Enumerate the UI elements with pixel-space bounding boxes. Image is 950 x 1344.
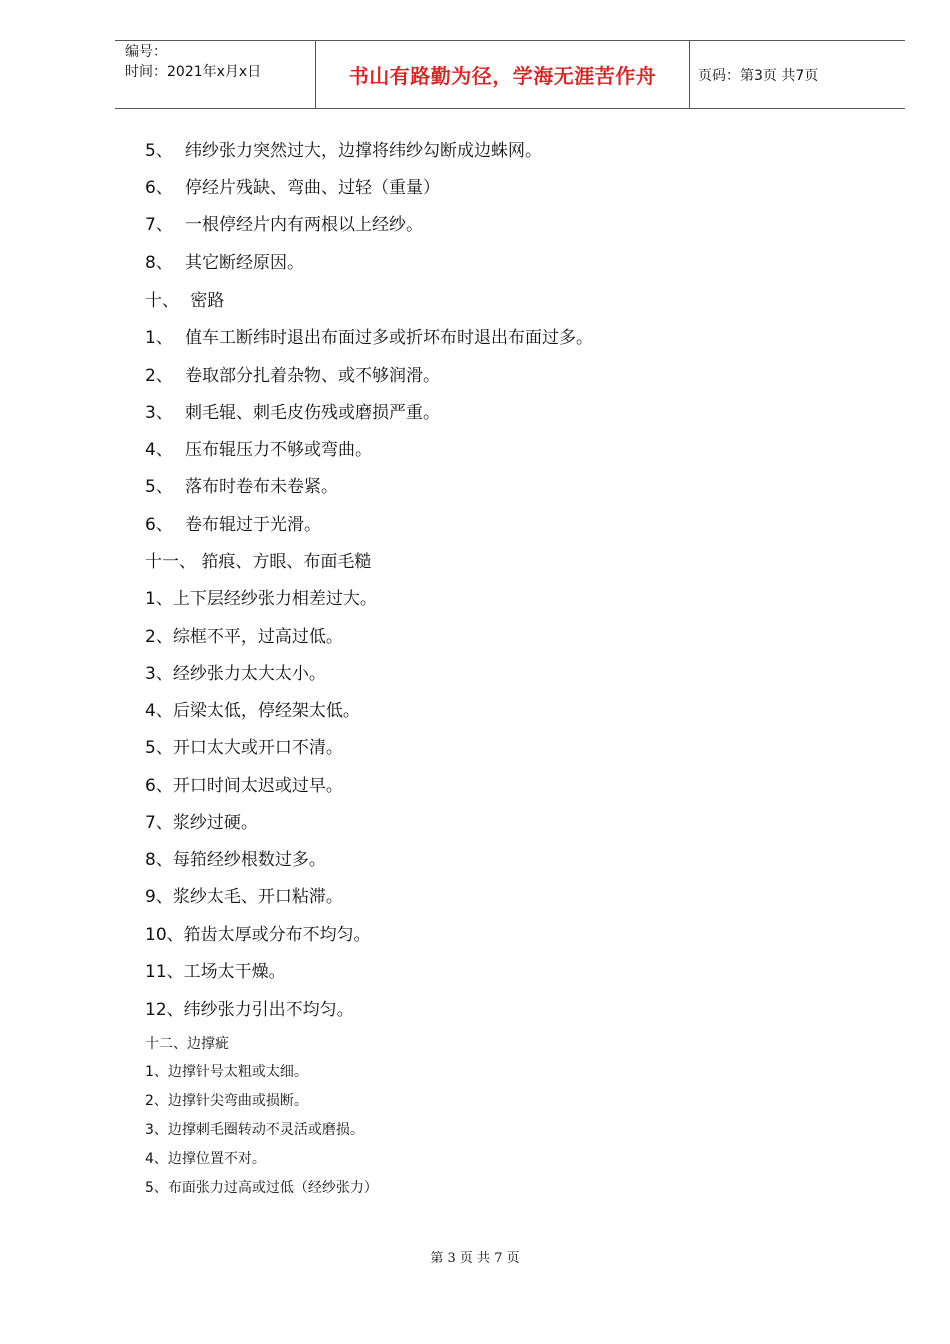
list-item [145,398,440,423]
item-number: 3、 [145,403,173,423]
list-item: 9、浆纱太毛、开口粘滞。 [145,887,343,907]
header-left-cell [115,41,316,108]
list-item: 6、开口时间太迟或过早。 [145,776,343,796]
list-item: 12、纬纱张力引出不均匀。 [145,1000,354,1020]
item-text: 一根停经片内有两根以上经纱。 [185,215,423,235]
list-item: 10、筘齿太厚或分布不均匀。 [145,925,371,945]
list-item [145,173,440,198]
item-text: 落布时卷布未卷紧。 [185,477,338,497]
list-item [145,136,542,161]
list-item: 8、每筘经纱根数过多。 [145,850,326,870]
list-item: 3、经纱张力太大太小。 [145,664,326,684]
list-item: 11、工场太干燥。 [145,962,286,982]
item-number: 1、 [145,328,173,348]
section-heading [145,286,224,311]
header-page-cell [690,41,913,108]
header-motto-cell [316,41,690,108]
item-number: 5、 [145,477,173,497]
item-text: 值车工断纬时退出布面过多或折坏布时退出布面过多。 [185,328,593,348]
list-item [145,510,321,535]
list-item: 3、边撑刺毛圈转动不灵活或磨损。 [145,1122,364,1138]
list-item: 7、浆纱过硬。 [145,813,258,833]
list-item [145,435,372,460]
item-text: 刺毛辊、刺毛皮伤残或磨损严重。 [185,403,440,423]
list-item: 4、边撑位置不对。 [145,1151,266,1167]
list-item: 1、边撑针号太粗或太细。 [145,1064,308,1080]
list-item [145,323,593,348]
section-heading: 十一、 筘痕、方眼、布面毛糙 [145,552,372,572]
item-text: 纬纱张力突然过大，边撑将纬纱勾断成边蛛网。 [185,141,542,161]
list-item: 2、边撑针尖弯曲或损断。 [145,1093,308,1109]
date-label: 时间：2021年x月x日 [125,64,262,80]
item-number: 7、 [145,215,173,235]
section-heading: 十二、边撑疵 [145,1036,229,1052]
item-text: 压布辊压力不够或弯曲。 [185,440,372,460]
item-number: 4、 [145,440,173,460]
list-item [145,472,338,497]
item-text: 其它断经原因。 [185,253,304,273]
list-item: 5、布面张力过高或过低（经纱张力） [145,1180,378,1196]
list-item: 1、上下层经纱张力相差过大。 [145,589,377,609]
item-number: 2、 [145,366,173,386]
item-number: 8、 [145,253,173,273]
motto-text: 书山有路勤为径，学海无涯苦作舟 [348,64,657,88]
item-number: 5、 [145,141,173,161]
list-item [145,210,423,235]
list-item: 4、后梁太低，停经架太低。 [145,701,360,721]
page-info: 页码：第3页 共7页 [698,67,819,84]
page-header [115,40,905,109]
list-item [145,248,304,273]
item-number: 6、 [145,515,173,535]
item-text: 停经片残缺、弯曲、过轻（重量） [185,178,440,198]
number-label: 编号： [125,44,167,60]
section-title: 密路 [185,291,225,311]
list-item: 5、开口太大或开口不清。 [145,738,343,758]
list-item: 2、综框不平，过高过低。 [145,627,343,647]
section-number: 十、 [145,291,179,311]
item-text: 卷取部分扎着杂物、或不够润滑。 [185,366,440,386]
item-text: 卷布辊过于光滑。 [185,515,321,535]
item-number: 6、 [145,178,173,198]
page-footer: 第 3 页 共 7 页 [430,1251,520,1266]
list-item [145,361,440,386]
